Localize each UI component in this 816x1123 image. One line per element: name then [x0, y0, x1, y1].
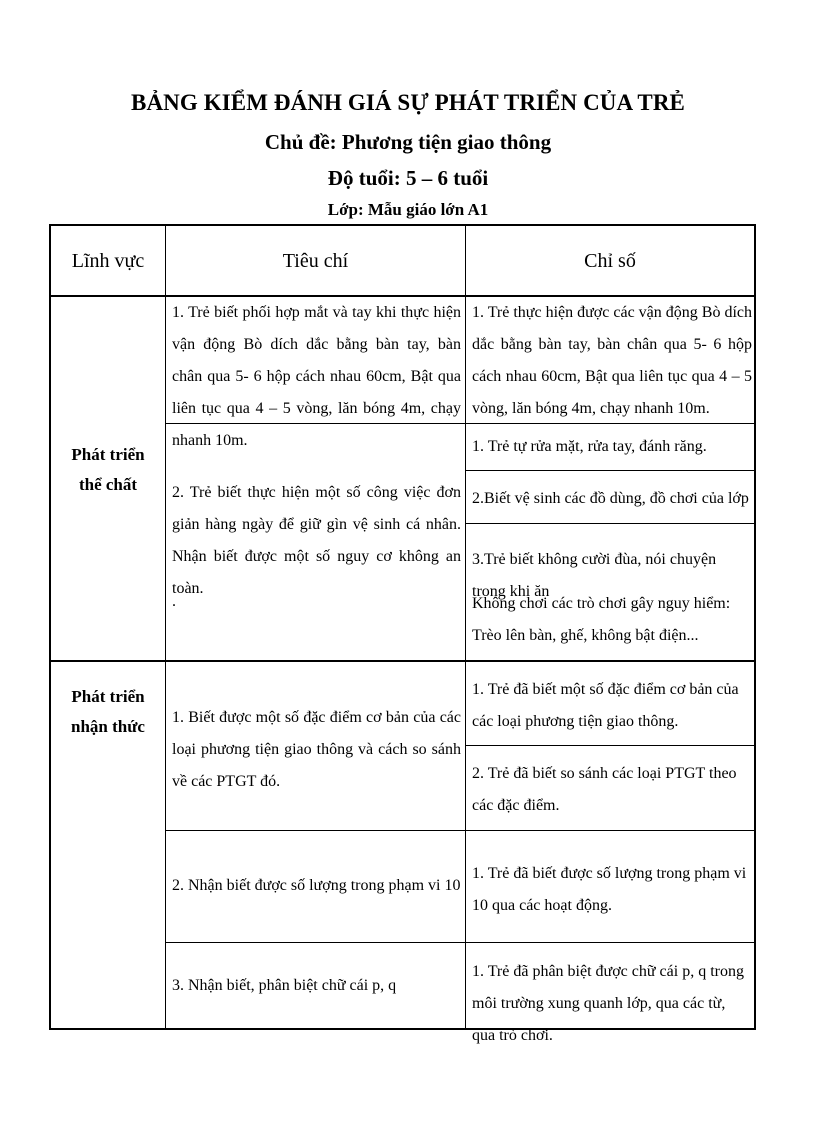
row-divider [465, 523, 756, 524]
header-criteria: Tiêu chí [282, 249, 349, 272]
physical-criteria-2-dot: . [172, 593, 176, 610]
row-divider [165, 830, 756, 831]
row-divider [465, 745, 756, 746]
cognitive-index-3: 1. Trẻ đã phân biệt được chữ cái p, q trong môi trường xung quanh lớp, qua các từ, qua trò chơi. [472, 963, 744, 1044]
area-physical: Phát triển thể chất [71, 445, 145, 494]
physical-index-2b: 2.Biết vệ sinh các đồ dùng, đồ chơi của lớp [472, 490, 749, 507]
header-area: Lĩnh vực [71, 249, 145, 272]
cognitive-index-2: 1. Trẻ đã biết được số lượng trong phạm vi 10 qua các hoạt động. [472, 865, 747, 914]
cognitive-criteria-1: 1. Biết được một số đặc điểm cơ bản của các loại phương tiện giao thông và cách so sánh về các PTGT đó. [172, 709, 461, 790]
document-title: BẢNG KIỂM ĐÁNH GIÁ SỰ PHÁT TRIỂN CỦA TRẺ [131, 90, 685, 115]
area-cognitive: Phát triển nhận thức [71, 687, 145, 736]
physical-index-1: 1. Trẻ thực hiện được các vận động Bò dích dắc bằng bàn tay, bàn chân qua 5- 6 hộp cách nhau 60cm, Bật qua liên tục qua 4 – 5 vòng, lăn bóng 4m, chạy nhanh 10m. [472, 304, 752, 417]
cognitive-index-1a: 1. Trẻ đã biết một số đặc điểm cơ bản của các loại phương tiện giao thông. [472, 681, 739, 730]
physical-criteria-2: 2. Trẻ biết thực hiện một số công việc đơn giản hàng ngày để giữ gìn vệ sinh cá nhân. Nhận biết được một số nguy cơ không an toàn. [172, 484, 461, 597]
header-index: Chỉ số [584, 249, 636, 272]
cognitive-criteria-2: 2. Nhận biết được số lượng trong phạm vi 10 [172, 877, 461, 894]
row-divider [465, 470, 756, 471]
cognitive-index-1b: 2. Trẻ đã biết so sánh các loại PTGT theo các đặc điểm. [472, 765, 737, 814]
row-divider [165, 942, 756, 943]
document-topic: Chủ đề: Phương tiện giao thông [264, 130, 552, 154]
document-class: Lớp: Mẫu giáo lớn A1 [327, 200, 489, 219]
physical-index-2c-line2: Không chơi các trò chơi gây nguy hiểm: Trèo lên bàn, ghế, không bật điện... [472, 595, 731, 644]
physical-index-2a: 1. Trẻ tự rửa mặt, rửa tay, đánh răng. [472, 438, 707, 455]
document-age: Độ tuổi: 5 – 6 tuổi [327, 166, 489, 190]
physical-index-2c-line1: 3.Trẻ biết không cười đùa, nói chuyện trong khi ăn [472, 551, 717, 600]
physical-criteria-1: 1. Trẻ biết phối hợp mắt và tay khi thực hiện vận động Bò dích dắc bằng bàn tay, bàn chân qua 5- 6 hộp cách nhau 60cm, Bật qua liên tục qua 4 – 5 vòng, lăn bóng 4m, chạy nhanh 10m. [172, 304, 461, 449]
cognitive-criteria-3: 3. Nhận biết, phân biệt chữ cái p, q [172, 977, 397, 994]
